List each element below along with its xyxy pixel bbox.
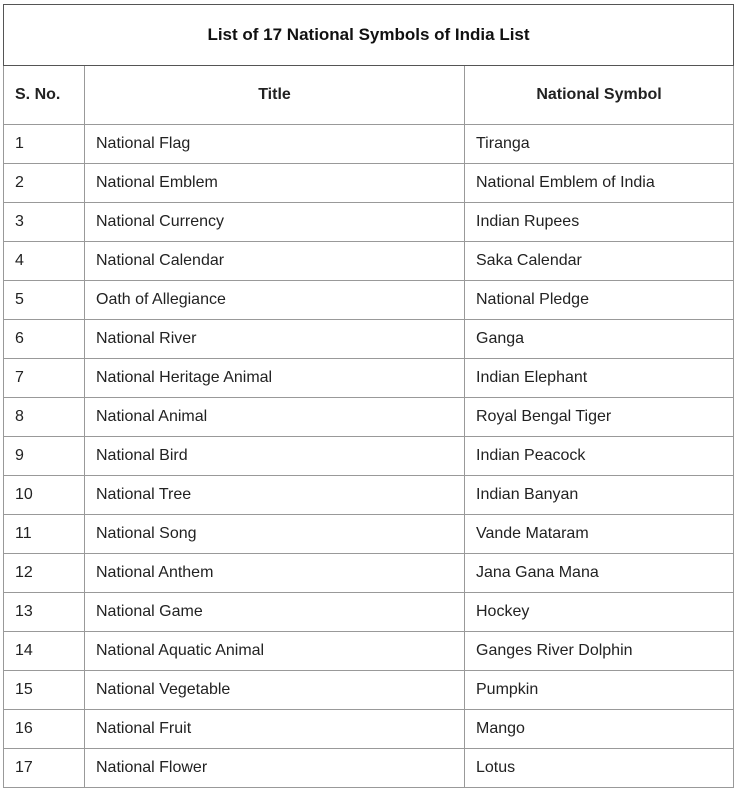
table-row: [4, 398, 734, 437]
cell-sno: 12: [4, 554, 85, 593]
cell-title: National Aquatic Animal: [85, 632, 465, 671]
national-symbols-table: [3, 4, 734, 788]
cell-symbol: Indian Rupees: [465, 203, 734, 242]
table-row: [4, 242, 734, 281]
cell-sno: 4: [4, 242, 85, 281]
cell-title: Oath of Allegiance: [85, 281, 465, 320]
cell-title: National Vegetable: [85, 671, 465, 710]
cell-title: National Emblem: [85, 164, 465, 203]
cell-symbol: Hockey: [465, 593, 734, 632]
cell-sno: 14: [4, 632, 85, 671]
table-row: [4, 437, 734, 476]
header-national-symbol: National Symbol: [465, 66, 734, 125]
table-row: [4, 203, 734, 242]
cell-title: National Flower: [85, 749, 465, 788]
cell-sno: 3: [4, 203, 85, 242]
cell-title: National Song: [85, 515, 465, 554]
table-row: [4, 710, 734, 749]
cell-symbol: National Emblem of India: [465, 164, 734, 203]
cell-title: National Anthem: [85, 554, 465, 593]
cell-sno: 6: [4, 320, 85, 359]
header-sno: S. No.: [4, 66, 85, 125]
table-row: [4, 359, 734, 398]
cell-symbol: Royal Bengal Tiger: [465, 398, 734, 437]
cell-symbol: Tiranga: [465, 125, 734, 164]
cell-sno: 1: [4, 125, 85, 164]
header-title: Title: [85, 66, 465, 125]
cell-sno: 7: [4, 359, 85, 398]
table-row: [4, 593, 734, 632]
table-row: [4, 164, 734, 203]
table-row: [4, 671, 734, 710]
cell-sno: 16: [4, 710, 85, 749]
table-row: [4, 125, 734, 164]
table-row: [4, 632, 734, 671]
cell-symbol: Ganges River Dolphin: [465, 632, 734, 671]
cell-sno: 5: [4, 281, 85, 320]
cell-sno: 11: [4, 515, 85, 554]
table-caption: List of 17 National Symbols of India List: [4, 5, 734, 66]
cell-title: National Flag: [85, 125, 465, 164]
table-header-row: [4, 66, 734, 125]
cell-symbol: Indian Banyan: [465, 476, 734, 515]
cell-symbol: Indian Elephant: [465, 359, 734, 398]
cell-sno: 17: [4, 749, 85, 788]
cell-sno: 9: [4, 437, 85, 476]
cell-title: National Calendar: [85, 242, 465, 281]
cell-title: National Tree: [85, 476, 465, 515]
cell-title: National Bird: [85, 437, 465, 476]
symbols-table-container: [3, 4, 733, 788]
cell-sno: 13: [4, 593, 85, 632]
table-body: [4, 125, 734, 788]
cell-title: National River: [85, 320, 465, 359]
cell-sno: 15: [4, 671, 85, 710]
cell-title: National Currency: [85, 203, 465, 242]
cell-title: National Game: [85, 593, 465, 632]
table-caption-row: [4, 5, 734, 66]
table-row: [4, 320, 734, 359]
cell-symbol: Pumpkin: [465, 671, 734, 710]
cell-symbol: Lotus: [465, 749, 734, 788]
cell-title: National Heritage Animal: [85, 359, 465, 398]
cell-symbol: Saka Calendar: [465, 242, 734, 281]
cell-symbol: Mango: [465, 710, 734, 749]
cell-symbol: National Pledge: [465, 281, 734, 320]
cell-symbol: Jana Gana Mana: [465, 554, 734, 593]
table-row: [4, 515, 734, 554]
cell-symbol: Indian Peacock: [465, 437, 734, 476]
cell-sno: 10: [4, 476, 85, 515]
cell-sno: 8: [4, 398, 85, 437]
cell-symbol: Ganga: [465, 320, 734, 359]
cell-title: National Animal: [85, 398, 465, 437]
table-row: [4, 554, 734, 593]
cell-sno: 2: [4, 164, 85, 203]
table-row: [4, 476, 734, 515]
table-row: [4, 749, 734, 788]
cell-title: National Fruit: [85, 710, 465, 749]
table-row: [4, 281, 734, 320]
cell-symbol: Vande Mataram: [465, 515, 734, 554]
